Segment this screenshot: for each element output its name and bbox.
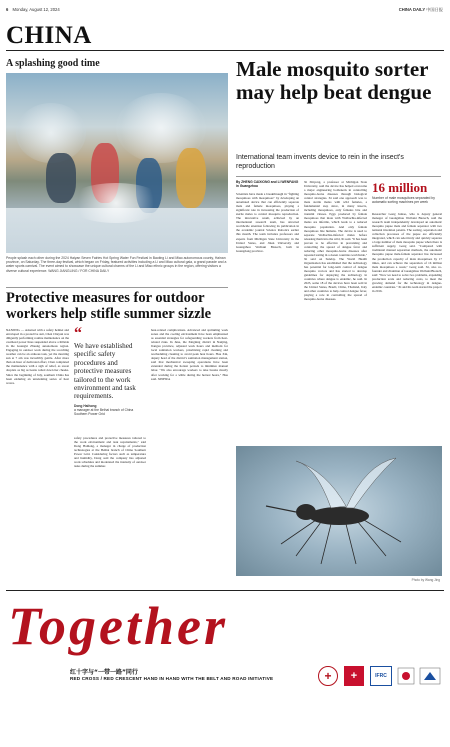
splash-caption: People splash each other during the 2024 Haiyan Seven Fairies Hot Spring Water Fun Festival in Baoting Li and Miao autonomous county, Hainan province, on Saturday. The three-day festival, which began on Friday, featured activities including a Li and Miao cultural gala, a grand parade and a water sports carnival. The event aimed to showcase the unique cultural charms of the Li and Miao ethnic groups in the region, offering visitors a diverse cultural experience. WANG JIANGLING / FOR CHINA DAILY: [6, 256, 227, 273]
pull-quote-name: Dong Haihong: [74, 403, 97, 408]
heat-pull-quote: [74, 325, 146, 417]
paper-name: CHINA DAILY: [398, 7, 426, 12]
mosquito-stat-label: Number of male mosquitoes separated by automatic sorting machines per week: [372, 196, 435, 205]
section-divider: [6, 50, 444, 51]
mosquito-column-3: Researcher Gong Juntao, who is deputy general manager of Guangzhou Wolbaki Biotech, said the research team independently developed an automatic mosquito pupae male and female separator with two national invention patents. The sorting, separation and collection processes of the pupae are efficiently integrated, which can selectively and quickly separate a large number of male mosquito pupae when there is sufficient supply, Gong said. "Compared with traditional manual separation methods, the automatic mosquito pupae male-female separator has increased the production capacity of male mosquitoes by 17 times, and can achieve the separation of 16 million male mosquitoes a week," Gong said. Xi, also co-founder and chairman of Guangzhou Wolbaki Biotech, said: "Now we need to solve two problems, expanding production scale and reducing costs, to meet the growing demand for the technology in dengue-endemic countries." Xi and his team started the project in 2016.: [372, 212, 442, 293]
mosquito-stat-number: 16 million: [372, 180, 428, 195]
heat-column-2: safety procedures and protective measures tailored to the work environment and task requirements," said Dong Haihong, a manager in charge of production technologies at the Beihai branch of China Southern Power Grid. Considering factors such as temperature and humidity, Dong said the company has adjusted work schedules and moderated the intensity of outdoor tasks during the summer.: [74, 436, 146, 469]
water-festival-photo: [6, 73, 228, 253]
mosquito-divider: [236, 176, 441, 177]
mosquito-photo-credit: Photo by Wang Jing: [411, 578, 440, 582]
banner-english-line: RED CROSS / RED CRESCENT HAND IN HAND WITH THE BELT AND ROAD INITIATIVE: [70, 676, 274, 681]
banner-chinese-line: 红十字与“一带一路”同行: [70, 669, 138, 676]
partner-logos-icon: [396, 666, 444, 686]
ifrc-logo-icon: IFRC: [370, 666, 392, 686]
together-wordmark: Together: [8, 596, 229, 656]
heat-column-1: NANJING — Adorned with a safety helmet and enveloped in a protective suit, Chen Chuyun was diligently performing routine maintenance on the overhead power lines suspended above a hillside in the Guangxi Zhuang autonomous region. Engaging in outdoor work during the scorching weather can be an arduous task, yet the morning sun at 7 am was incredibly gentle. After more than an hour of dedicated effort, Chen completed the maintenance with a sigh of relief, as sweat droplets as big as beans rolled down her cheeks. Since the beginning of July, southern China has been enduring an unrelenting series of heat waves.: [6, 328, 69, 385]
mosquito-column-2: Xi Zhiyong, a professor at Michigan State University, said the device has helped overcome a major engineering bottleneck in controlling mosquito-borne diseases through biological control strategies. Xi said one approach was to mate sterile males with wild females, a fundamental step since, in many insects, including mosquitoes, only females bite and transmit viruses. Eggs produced by female mosquitoes that mate with Wolbachia-infected males are infertile, which leads to a reduced mosquito population. And only female mosquitoes bite humans. The device is used to separate Wolbachia-infected males before releasing them into the wild, Xi said. "It has been proven to be effective in preventing and controlling the spread of dengue fever and reducing other mosquito-borne diseases after repeated testing in a dozen countries worldwide," Xi said on Sunday. The World Health Organization has established that the technology has potential for long-term control of dengue mosquito vectors and has started to develop guidelines for deploying the technology in countries where dengue is endemic, he said. In 2023, some 18 of the devices have been sold in the United States, Brazil, China, Thailand, Italy and other countries to help control dengue fever, playing a role in controlling the spread of mosquito-borne diseases.: [304, 180, 367, 302]
banner-divider: [6, 590, 444, 591]
section-title: CHINA: [6, 22, 92, 49]
page-number: 6: [6, 7, 9, 12]
splash-headline: A splashing good time: [6, 58, 100, 69]
heat-headline: Protective measures for outdoor workers help stifle summer sizzle: [6, 290, 212, 322]
mosquito-column-1: Scientists have made a breakthrough in "fighting mosquitoes with mosquitoes" by developing an automated device that can efficiently separate male and female mosquitoes, playing a significant role in increasing the production of sterile males to control mosquito reproduction. The innovative result, achieved by an international research team, has attracted worldwide attention following its publication in the academic journal Science Robotics earlier this month. The team includes professors and experts from Michigan State University in the United States, and Jinan University and Guangzhou Wolbaki Biotech, both in Guangdong province.: [236, 192, 299, 253]
issue-date: Monday, August 12, 2024: [12, 7, 60, 12]
page-date-line: [6, 7, 60, 12]
red-cross-logo-icon: +: [318, 666, 338, 686]
mosquito-photo: [236, 446, 442, 576]
heat-column-3: heat-related complications. Advanced and sprinkling work zones and the cooling environment have been emphasized as essential strategies for safeguarding workers from heat-related risks. In June, the Xingning district in Nanjing, Jiangsu province, adjusted work hours and methods for local sanitation workers, prioritizing rapid cleaning and rescheduling cleaning to avoid peak heat hours. Hou Xin, deputy head of the district's sanitation management station, said that mechanical sweeping operations have been extended during the hottest periods to minimize manual labor. "We also encourage workers to take breaks mostly after working for a while during the hottest hours," Hou said. XINHUA: [151, 328, 228, 381]
quote-mark-icon: “: [74, 325, 82, 342]
pull-quote-text: We have established specific safety procedures and protective measures tailored to the work environment and task requirements.: [74, 342, 136, 401]
mosquito-headline: Male mosquito sorter may help beat dengue: [236, 57, 432, 104]
masthead-mini: [399, 7, 443, 13]
mosquito-byline: By ZHENG CAIXIONG and LI WENFANG in Guangzhou: [236, 180, 299, 189]
paper-name-cn: 中国日报: [426, 7, 443, 12]
heat-divider: [6, 287, 228, 288]
mosquito-subheadline: International team invents device to rein in the insect's reproduction: [236, 154, 404, 170]
red-cross-society-logo-icon: +: [344, 666, 364, 686]
pull-quote-title: a manager at the Beihai branch of China Southern Power Grid: [74, 407, 134, 417]
pull-quote-attribution: [74, 404, 146, 416]
mosquito-illustration: [236, 446, 442, 576]
